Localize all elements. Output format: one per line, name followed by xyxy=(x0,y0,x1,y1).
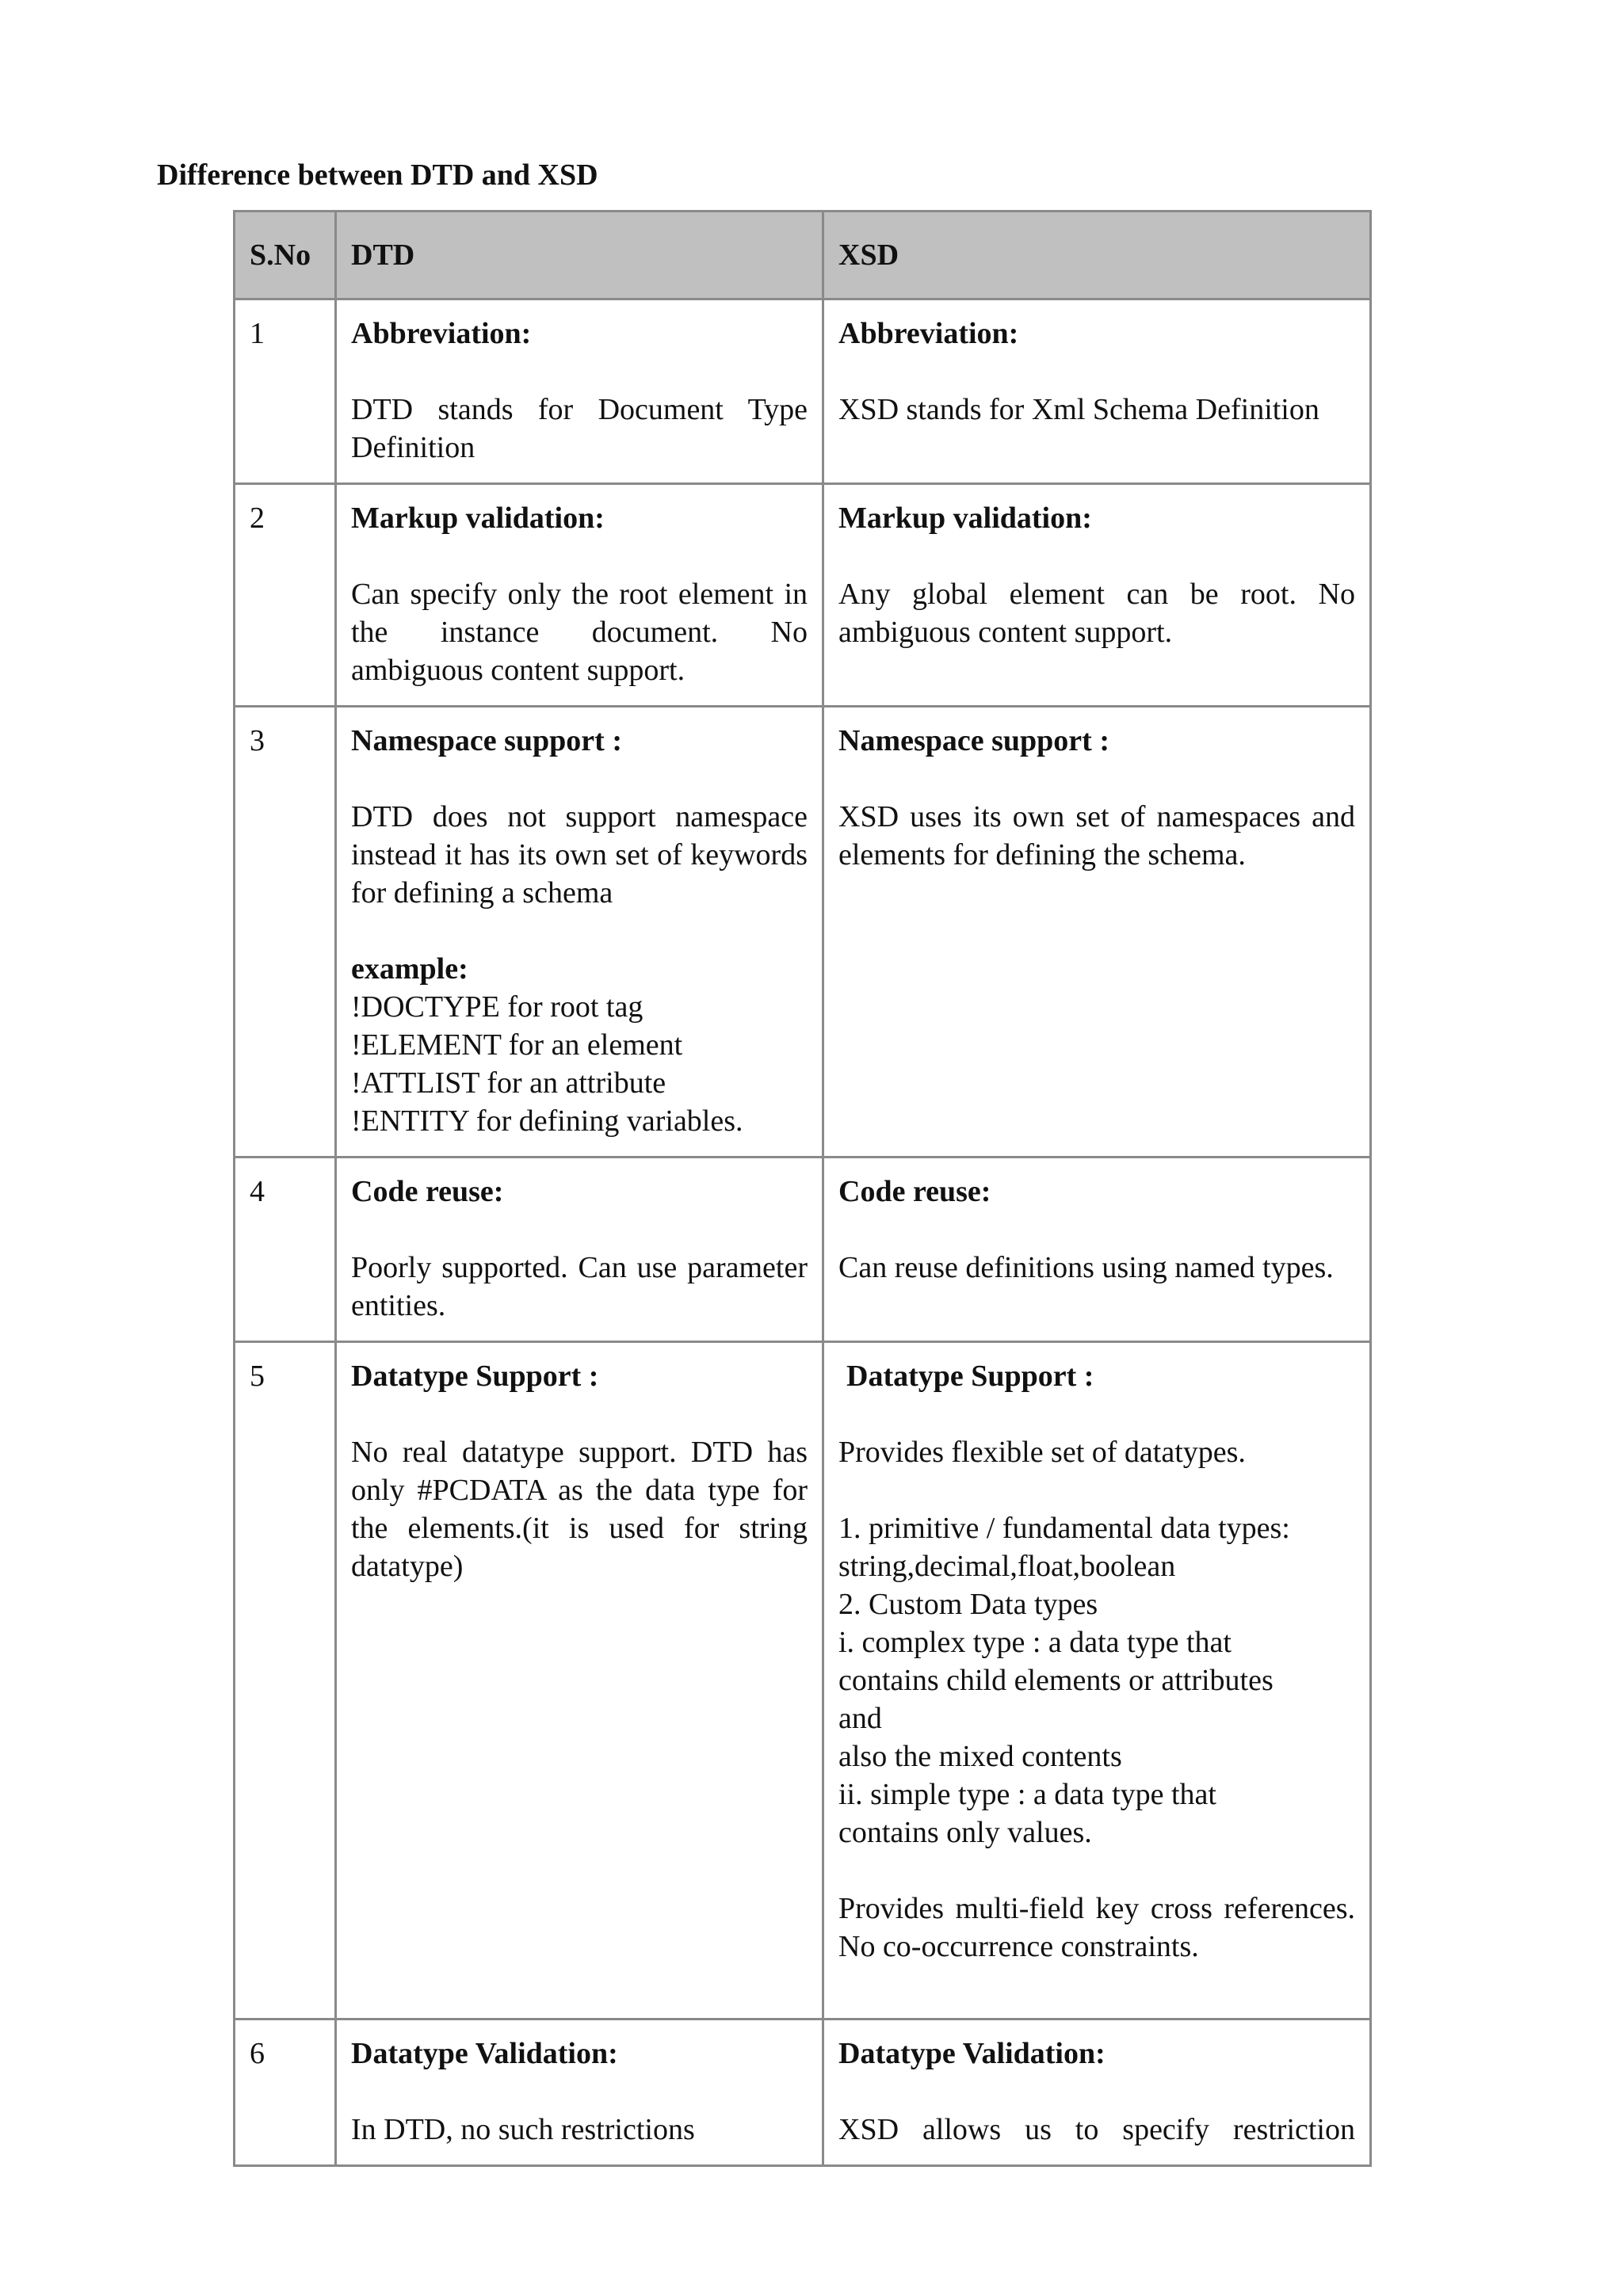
header-row xyxy=(235,212,1371,299)
datatype-line: contains child elements or attributes xyxy=(838,1664,1274,1697)
header-dtd: DTD xyxy=(336,212,823,299)
table-row xyxy=(235,1342,1371,2019)
datatype-line: 2. Custom Data types xyxy=(838,1588,1098,1621)
dtd-cell-text: DTD does not support namespace instead it has its own set of keywords for defining a schema xyxy=(351,800,808,910)
xsd-cell-title: Code reuse: xyxy=(838,1175,991,1208)
page-title: Difference between DTD and XSD xyxy=(157,158,598,192)
table-row xyxy=(235,1158,1371,1342)
dtd-cell-title: Namespace support : xyxy=(351,724,622,757)
table-header xyxy=(235,212,1371,299)
datatype-line: string,decimal,float,boolean xyxy=(838,1550,1176,1583)
xsd-cell-title: Namespace support : xyxy=(838,724,1109,757)
row-number: 3 xyxy=(235,707,336,1158)
header-sno: S.No xyxy=(235,212,336,299)
xsd-cell-title: Datatype Support : xyxy=(846,1360,1094,1393)
example-line: !ENTITY for defining variables. xyxy=(351,1104,743,1138)
row-number: 2 xyxy=(235,484,336,707)
dtd-cell-title: Code reuse: xyxy=(351,1175,504,1208)
table-body xyxy=(235,299,1371,2166)
dtd-cell-title: Abbreviation: xyxy=(351,317,532,350)
xsd-cell-text-2: Provides multi-field key cross references. No co-occurrence constraints. xyxy=(838,1892,1355,1963)
dtd-cell-text: No real datatype support. DTD has only #PCDATA as the data type for the elements.(it is used for string datatype) xyxy=(351,1436,808,1583)
header-xsd: XSD xyxy=(823,212,1371,299)
example-label: example: xyxy=(351,952,468,986)
xsd-cell-text: XSD stands for Xml Schema Definition xyxy=(838,393,1319,426)
spacer xyxy=(351,912,808,950)
dtd-cell-text: In DTD, no such restrictions xyxy=(351,2113,695,2146)
xsd-cell xyxy=(823,1342,1371,2019)
spacer xyxy=(838,1852,1355,1890)
spacer xyxy=(838,1471,1355,1509)
dtd-cell xyxy=(336,484,823,707)
xsd-cell xyxy=(823,299,1371,484)
dtd-cell-text: Poorly supported. Can use parameter entities. xyxy=(351,1251,808,1322)
dtd-cell xyxy=(336,1342,823,2019)
datatype-line: i. complex type : a data type that xyxy=(838,1626,1232,1659)
xsd-cell-text: XSD uses its own set of namespaces and elements for defining the schema. xyxy=(838,800,1355,871)
dtd-cell-text: Can specify only the root element in the instance document. No ambiguous content support. xyxy=(351,578,808,687)
datatype-line: 1. primitive / fundamental data types: xyxy=(838,1512,1290,1545)
xsd-cell xyxy=(823,2019,1371,2166)
row-number: 6 xyxy=(235,2019,336,2166)
xsd-cell-text: Any global element can be root. No ambiguous content support. xyxy=(838,578,1355,649)
xsd-cell-text: XSD allows us to specify restriction xyxy=(838,2113,1355,2146)
datatype-line: and xyxy=(838,1702,882,1735)
dtd-cell xyxy=(336,299,823,484)
xsd-cell xyxy=(823,1158,1371,1342)
xsd-cell-text: Can reuse definitions using named types. xyxy=(838,1251,1334,1284)
dtd-cell xyxy=(336,2019,823,2166)
datatype-line: contains only values. xyxy=(838,1816,1092,1849)
comparison-table xyxy=(233,210,1372,2167)
row-number: 5 xyxy=(235,1342,336,2019)
xsd-cell-text: Provides flexible set of datatypes. xyxy=(838,1436,1246,1469)
datatype-line: also the mixed contents xyxy=(838,1740,1122,1773)
example-line: !DOCTYPE for root tag xyxy=(351,990,643,1024)
xsd-cell-title: Datatype Validation: xyxy=(838,2037,1106,2070)
example-line: !ATTLIST for an attribute xyxy=(351,1066,666,1100)
dtd-cell xyxy=(336,1158,823,1342)
dtd-cell xyxy=(336,707,823,1158)
xsd-cell xyxy=(823,707,1371,1158)
example-line: !ELEMENT for an element xyxy=(351,1028,683,1062)
table-row xyxy=(235,2019,1371,2166)
dtd-cell-text: DTD stands for Document Type Definition xyxy=(351,393,808,464)
xsd-cell-title: Abbreviation: xyxy=(838,317,1019,350)
datatype-line: ii. simple type : a data type that xyxy=(838,1778,1216,1811)
row-number: 1 xyxy=(235,299,336,484)
xsd-cell-title: Markup validation: xyxy=(838,502,1092,535)
dtd-cell-title: Markup validation: xyxy=(351,502,605,535)
table-row xyxy=(235,484,1371,707)
row-number: 4 xyxy=(235,1158,336,1342)
xsd-cell xyxy=(823,484,1371,707)
dtd-cell-title: Datatype Validation: xyxy=(351,2037,618,2070)
table-row xyxy=(235,299,1371,484)
table-row xyxy=(235,707,1371,1158)
dtd-cell-title: Datatype Support : xyxy=(351,1360,599,1393)
